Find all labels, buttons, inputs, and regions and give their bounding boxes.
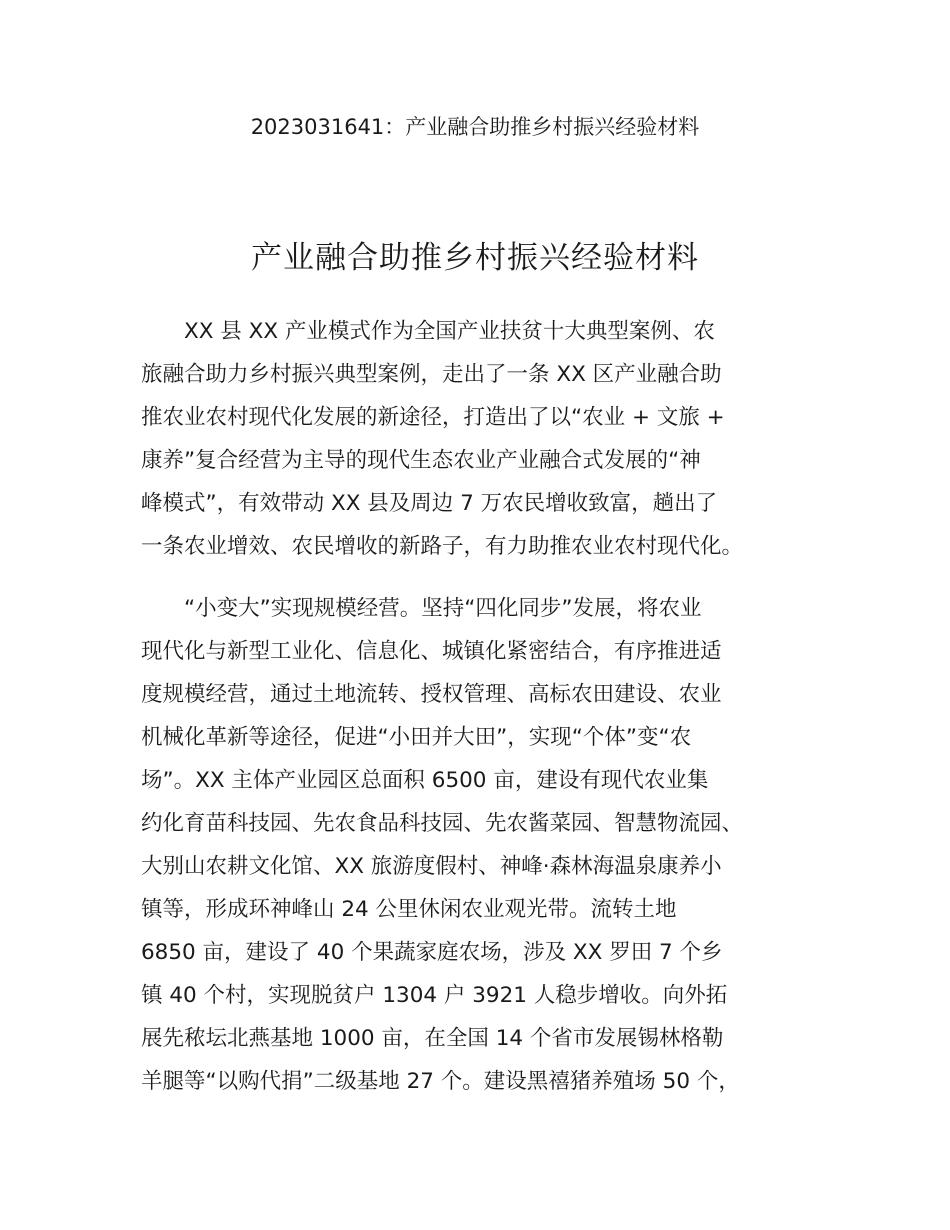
paragraph-line: 康养”复合经营为主导的现代生态农业产业融合式发展的“神 (141, 448, 701, 473)
paragraph-line: 度规模经营，通过土地流转、授权管理、高标农田建设、农业 (141, 682, 722, 707)
paragraph-line: 推农业农村现代化发展的新途径，打造出了以“农业 + 文旅 + (141, 405, 725, 430)
paragraph-line: 6850 亩，建设了 40 个果蔬家庭农场，涉及 XX 罗田 7 个乡 (141, 940, 723, 965)
paragraph-line: 展先秾坛北燕基地 1000 亩，在全国 14 个省市发展锡林格勒 (141, 1026, 724, 1051)
paragraph-line: 约化育苗科技园、先农食品科技园、先农酱菜园、智慧物流园、 (141, 811, 744, 836)
page-header: 2023031641：产业融合助推乡村振兴经验材料 (250, 115, 700, 139)
paragraph-line: 一条农业增效、农民增收的新路子，有力助推农业农村现代化。 (141, 534, 744, 559)
paragraph-line: 镇 40 个村，实现脱贫户 1304 户 3921 人稳步增收。向外拓 (141, 983, 728, 1008)
paragraph-line: 峰模式”，有效带动 XX 县及周边 7 万农民增收致富，趟出了 (141, 491, 718, 516)
paragraph-line: 机械化革新等途径，促进“小田并大田”，实现“个体”变“农 (141, 725, 692, 750)
paragraph-line: 羊腿等“以购代捐”二级基地 27 个。建设黑禧猪养殖场 50 个， (141, 1069, 740, 1094)
paragraph-line: 镇等，形成环神峰山 24 公里休闲农业观光带。流转土地 (141, 897, 677, 922)
paragraph-line: 场”。XX 主体产业园区总面积 6500 亩，建设有现代农业集 (141, 768, 709, 793)
paragraph-line: 旅融合助力乡村振兴典型案例，走出了一条 XX 区产业融合助 (141, 362, 722, 387)
paragraph-line: 现代化与新型工业化、信息化、城镇化紧密结合，有序推进适 (141, 639, 722, 664)
paragraph-line: “小变大”实现规模经营。坚持“四化同步”发展，将农业 (141, 596, 702, 621)
paragraph-line: XX 县 XX 产业模式作为全国产业扶贫十大典型案例、农 (141, 319, 715, 344)
paragraph-1 (141, 310, 841, 568)
document-title: 产业融合助推乡村振兴经验材料 (251, 240, 699, 276)
paragraph-2 (141, 587, 841, 1103)
paragraph-line: 大别山农耕文化馆、XX 旅游度假村、神峰·森林海温泉康养小 (141, 854, 722, 879)
